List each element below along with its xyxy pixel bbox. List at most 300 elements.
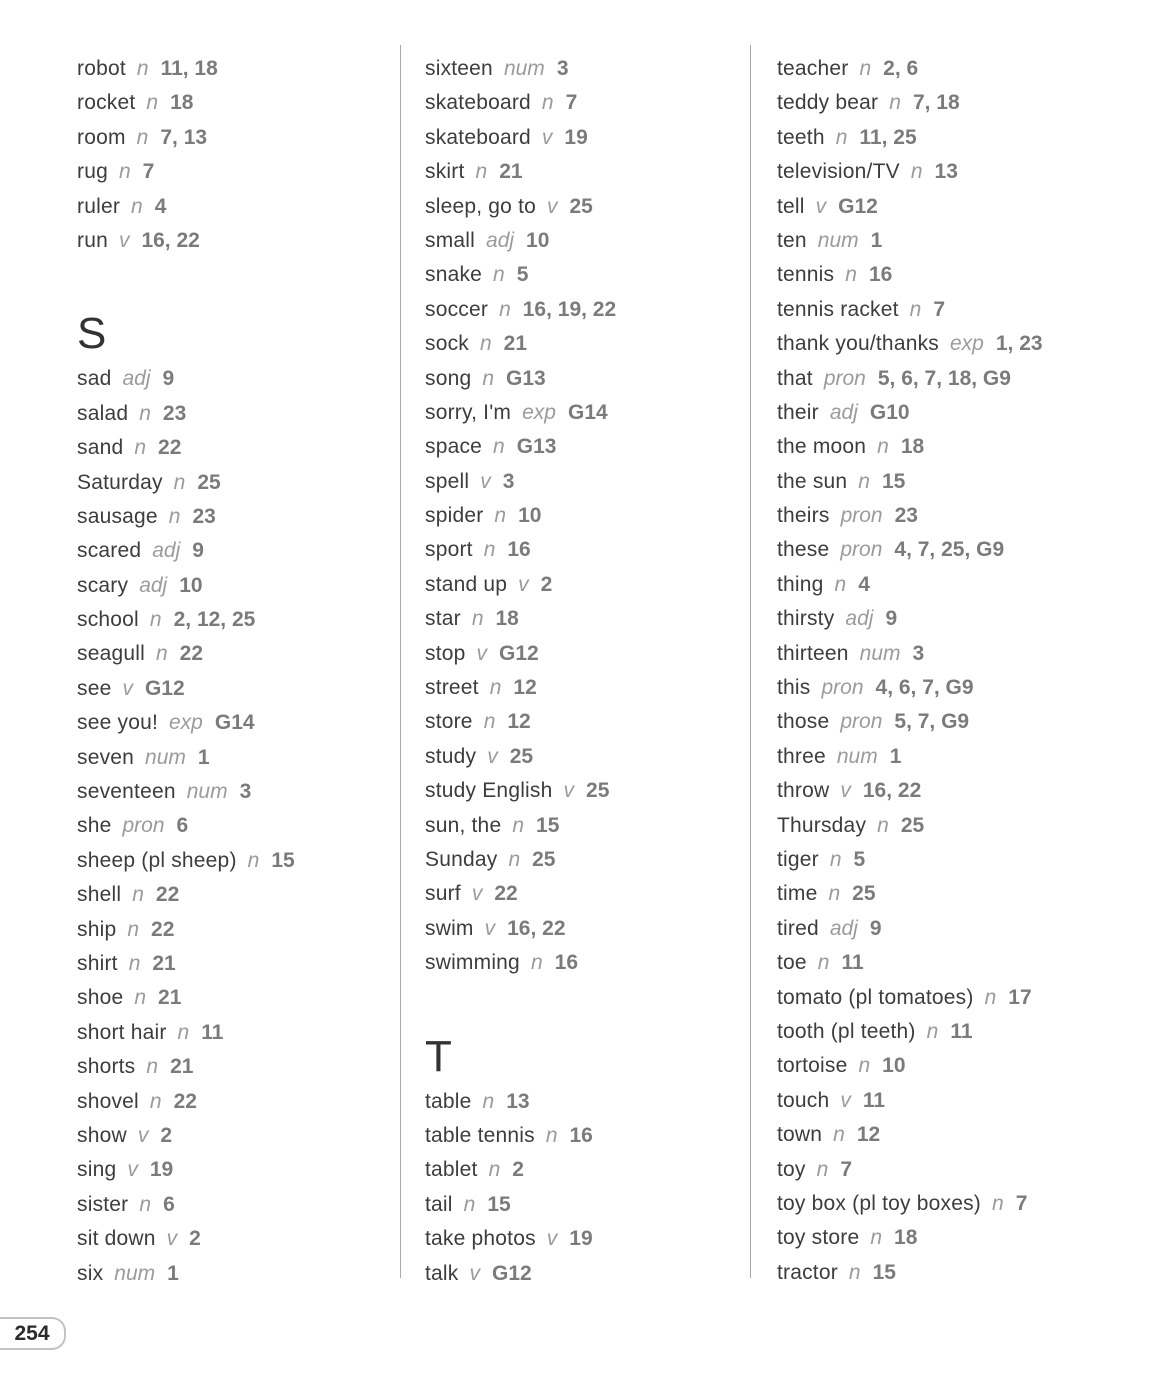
entry-word: Sunday bbox=[425, 847, 498, 871]
entry-pos: n bbox=[877, 813, 889, 837]
entry-pos: n bbox=[482, 1089, 495, 1113]
entry-pos: exp bbox=[169, 711, 203, 735]
entry-pos: n bbox=[149, 608, 162, 632]
index-entry bbox=[425, 1119, 740, 1153]
entry-pos: adj bbox=[139, 573, 168, 597]
index-entry bbox=[425, 362, 740, 396]
entry-pages: 4, 7, 25, G9 bbox=[894, 538, 1005, 562]
entry-word: tired bbox=[777, 916, 819, 940]
entry-pages: 4, 6, 7, G9 bbox=[875, 676, 974, 700]
entry-pages: 13 bbox=[934, 160, 958, 184]
index-entry bbox=[777, 1256, 1147, 1290]
entry-word: Thursday bbox=[777, 813, 867, 837]
entry-word: tennis bbox=[777, 263, 835, 287]
entry-pages: 4 bbox=[154, 194, 167, 218]
entry-pages: 5, 6, 7, 18, G9 bbox=[877, 366, 1011, 390]
entry-pos: n bbox=[910, 160, 923, 184]
entry-pages: 23 bbox=[894, 504, 918, 528]
entry-pages: 11 bbox=[950, 1019, 973, 1043]
entry-pages: 11 bbox=[841, 951, 864, 975]
entry-pos: n bbox=[177, 1020, 190, 1044]
entry-pages: 5 bbox=[516, 263, 529, 287]
index-entry bbox=[777, 155, 1147, 189]
entry-word: toy bbox=[777, 1157, 806, 1181]
entry-pages: 12 bbox=[507, 710, 531, 734]
index-entry bbox=[425, 190, 740, 224]
entry-word: sun, the bbox=[425, 813, 502, 837]
entry-pages: G12 bbox=[491, 1261, 532, 1285]
index-column bbox=[425, 52, 740, 1291]
entry-pages: G13 bbox=[506, 366, 546, 390]
index-entry bbox=[777, 190, 1147, 224]
entry-pos: n bbox=[493, 435, 505, 459]
entry-pages: 9 bbox=[192, 539, 204, 563]
index-entry bbox=[77, 569, 392, 603]
entry-word: sport bbox=[425, 538, 473, 562]
section-letter: S bbox=[77, 309, 107, 359]
entry-pos: n bbox=[494, 504, 507, 528]
entry-word: song bbox=[425, 366, 472, 390]
entry-word: sock bbox=[425, 332, 469, 356]
entry-pos: n bbox=[136, 57, 149, 80]
entry-pos: v bbox=[122, 676, 133, 700]
index-entry bbox=[777, 293, 1147, 327]
entry-pos: num bbox=[859, 641, 901, 665]
index-entry bbox=[425, 1085, 740, 1119]
index-entry bbox=[777, 568, 1147, 602]
index-entry bbox=[77, 224, 392, 258]
entry-word: touch bbox=[777, 1088, 830, 1112]
index-entry bbox=[777, 533, 1147, 567]
index-entry bbox=[777, 396, 1147, 430]
entry-pages: 7 bbox=[933, 297, 946, 321]
entry-word: thirsty bbox=[777, 607, 835, 631]
index-entry bbox=[77, 706, 392, 740]
entry-pages: 7 bbox=[142, 160, 155, 184]
entry-pages: 22 bbox=[494, 882, 518, 906]
entry-pos: n bbox=[247, 848, 260, 872]
index-entry bbox=[77, 1085, 392, 1119]
index-entry bbox=[77, 1050, 392, 1084]
entry-pages: 11 bbox=[201, 1020, 224, 1044]
entry-pages: 16, 22 bbox=[862, 779, 922, 803]
entry-pages: 15 bbox=[271, 848, 295, 872]
entry-pos: n bbox=[858, 1054, 871, 1078]
entry-word: shoe bbox=[77, 986, 124, 1010]
entry-pages: 25 bbox=[852, 882, 876, 906]
entry-word: tail bbox=[425, 1192, 453, 1216]
entry-pos: v bbox=[469, 1261, 480, 1285]
entry-pos: v bbox=[546, 1227, 558, 1251]
entry-pos: n bbox=[858, 469, 870, 493]
entry-pages: 16, 19, 22 bbox=[522, 297, 617, 321]
index-entry bbox=[777, 981, 1147, 1015]
entry-pos: num bbox=[836, 744, 878, 768]
entry-pos: v bbox=[487, 744, 498, 768]
entry-pos: n bbox=[132, 883, 144, 907]
index-entry bbox=[77, 809, 392, 843]
entry-word: sister bbox=[77, 1192, 129, 1216]
entry-pos: num bbox=[145, 745, 186, 769]
entry-word: thank you/thanks bbox=[777, 332, 939, 356]
entry-pos: v bbox=[166, 1227, 178, 1251]
index-entry bbox=[425, 293, 740, 327]
entry-pages: G12 bbox=[144, 676, 185, 700]
entry-pages: 10 bbox=[526, 228, 550, 252]
entry-pos: adj bbox=[845, 607, 874, 631]
entry-pages: 12 bbox=[856, 1123, 881, 1147]
index-entry bbox=[425, 637, 740, 671]
column-divider bbox=[400, 45, 401, 1278]
entry-word: those bbox=[777, 710, 830, 734]
entry-word: scary bbox=[77, 573, 129, 597]
entry-word: theirs bbox=[777, 504, 830, 528]
entry-pos: n bbox=[926, 1019, 939, 1043]
index-entry bbox=[777, 430, 1147, 464]
entry-word: seagull bbox=[77, 642, 145, 666]
entry-pos: n bbox=[483, 538, 496, 562]
entry-word: shell bbox=[77, 883, 122, 907]
entry-pos: n bbox=[835, 125, 848, 149]
entry-word: she bbox=[77, 814, 112, 838]
index-entry bbox=[425, 430, 740, 464]
index-entry bbox=[777, 912, 1147, 946]
entry-pages: 16 bbox=[569, 1123, 593, 1147]
entry-pos: n bbox=[493, 263, 505, 287]
entry-word: stand up bbox=[425, 572, 508, 596]
index-column bbox=[77, 52, 392, 1291]
entry-word: short hair bbox=[77, 1020, 167, 1044]
index-entry bbox=[425, 877, 740, 911]
entry-word: seventeen bbox=[77, 780, 176, 804]
entry-word: school bbox=[77, 608, 139, 632]
entry-word: skateboard bbox=[425, 91, 531, 115]
entry-word: tell bbox=[777, 194, 805, 218]
entry-pages: 1 bbox=[197, 745, 210, 769]
entry-pages: 19 bbox=[564, 125, 588, 149]
index-entry bbox=[777, 1015, 1147, 1049]
entry-pages: 21 bbox=[152, 951, 176, 975]
index-entry bbox=[425, 258, 740, 292]
index-entry bbox=[77, 397, 392, 431]
entry-pos: n bbox=[118, 160, 131, 184]
entry-word: ten bbox=[777, 228, 807, 252]
entry-word: sorry, I'm bbox=[425, 400, 512, 424]
entry-pages: 25 bbox=[569, 194, 593, 218]
entry-word: teddy bear bbox=[777, 91, 879, 115]
index-entry bbox=[777, 637, 1147, 671]
entry-word: ruler bbox=[77, 194, 121, 218]
entry-pages: 5, 7, G9 bbox=[894, 710, 970, 734]
index-entry bbox=[777, 946, 1147, 980]
entry-word: show bbox=[77, 1123, 127, 1147]
entry-pages: 11, 25 bbox=[859, 125, 917, 149]
index-entry bbox=[777, 671, 1147, 705]
entry-word: teeth bbox=[777, 125, 825, 149]
entry-pos: exp bbox=[949, 332, 984, 356]
index-entry bbox=[777, 327, 1147, 361]
index-entry bbox=[77, 672, 392, 706]
entry-pos: n bbox=[489, 676, 502, 700]
entry-pages: 6 bbox=[176, 814, 189, 838]
index-entry bbox=[77, 913, 392, 947]
entry-word: skateboard bbox=[425, 125, 531, 149]
entry-pages: 19 bbox=[569, 1227, 593, 1251]
entry-pages: 9 bbox=[869, 916, 882, 940]
entry-pages: 2 bbox=[160, 1123, 173, 1147]
index-entry bbox=[777, 877, 1147, 911]
entry-word: sand bbox=[77, 436, 124, 460]
entry-word: rug bbox=[77, 160, 108, 184]
entry-pages: G12 bbox=[838, 194, 878, 218]
entry-pos: n bbox=[155, 642, 168, 666]
entry-pages: 9 bbox=[162, 367, 175, 391]
entry-pos: n bbox=[545, 1123, 558, 1147]
entry-pages: 13 bbox=[506, 1089, 530, 1113]
entry-pages: 22 bbox=[151, 917, 175, 941]
entry-word: sausage bbox=[77, 504, 158, 528]
entry-pages: G13 bbox=[516, 435, 557, 459]
index-entry bbox=[425, 1257, 740, 1291]
index-entry bbox=[77, 947, 392, 981]
entry-pos: num bbox=[186, 780, 228, 804]
entry-pos: num bbox=[114, 1261, 156, 1285]
entry-pos: n bbox=[134, 436, 147, 460]
entry-word: swimming bbox=[425, 951, 520, 975]
entry-word: see bbox=[77, 676, 112, 700]
entry-pages: 1 bbox=[167, 1261, 179, 1285]
index-entry bbox=[425, 499, 740, 533]
entry-pos: n bbox=[475, 160, 488, 184]
entry-pos: n bbox=[992, 1191, 1004, 1215]
index-entry bbox=[425, 1188, 740, 1222]
index-entry bbox=[777, 1187, 1147, 1221]
index-entry bbox=[425, 740, 740, 774]
index-entry bbox=[77, 1257, 392, 1291]
entry-pos: adj bbox=[152, 539, 181, 563]
entry-pos: n bbox=[512, 813, 525, 837]
entry-pages: 9 bbox=[885, 607, 898, 631]
entry-word: soccer bbox=[425, 297, 489, 321]
entry-word: Saturday bbox=[77, 470, 163, 494]
entry-pos: pron bbox=[840, 504, 883, 528]
entry-pos: v bbox=[541, 125, 553, 149]
entry-pos: n bbox=[817, 951, 830, 975]
entry-pages: 22 bbox=[179, 642, 203, 666]
index-entry bbox=[425, 705, 740, 739]
entry-pages: 6 bbox=[163, 1192, 175, 1216]
entry-pos: n bbox=[463, 1192, 476, 1216]
entry-pages: 25 bbox=[586, 779, 610, 803]
entry-pos: n bbox=[136, 125, 149, 149]
entry-word: see you! bbox=[77, 711, 158, 735]
entry-word: skirt bbox=[425, 160, 465, 184]
entry-pages: 3 bbox=[912, 641, 925, 665]
index-entry bbox=[777, 1153, 1147, 1187]
index-entry bbox=[777, 1118, 1147, 1152]
entry-pos: n bbox=[833, 1123, 845, 1147]
entry-pages: G14 bbox=[567, 400, 608, 424]
entry-pages: 3 bbox=[556, 57, 569, 80]
entry-pages: 10 bbox=[518, 504, 542, 528]
entry-pos: n bbox=[530, 951, 543, 975]
entry-pages: 7 bbox=[565, 91, 578, 115]
entry-pages: 16 bbox=[868, 263, 893, 287]
index-entry bbox=[425, 396, 740, 430]
entry-pages: 3 bbox=[502, 469, 515, 493]
entry-pos: v bbox=[518, 572, 529, 596]
index-entry bbox=[425, 465, 740, 499]
entry-word: sit down bbox=[77, 1227, 156, 1251]
entry-pages: 22 bbox=[158, 436, 182, 460]
index-entry bbox=[425, 602, 740, 636]
entry-pages: 19 bbox=[149, 1158, 174, 1182]
entry-word: sleep, go to bbox=[425, 194, 536, 218]
column-divider bbox=[750, 45, 751, 1278]
index-entry bbox=[77, 190, 392, 224]
entry-pos: v bbox=[137, 1123, 149, 1147]
entry-pos: n bbox=[541, 91, 554, 115]
entry-word: take photos bbox=[425, 1227, 536, 1251]
index-entry bbox=[777, 705, 1147, 739]
entry-word: talk bbox=[425, 1261, 459, 1285]
index-entry bbox=[77, 431, 392, 465]
index-entry bbox=[425, 224, 740, 258]
index-entry bbox=[777, 121, 1147, 155]
entry-word: room bbox=[77, 125, 126, 149]
entry-word: space bbox=[425, 435, 483, 459]
entry-word: store bbox=[425, 710, 473, 734]
entry-pos: n bbox=[816, 1157, 829, 1181]
index-entry bbox=[77, 86, 392, 120]
entry-word: six bbox=[77, 1261, 104, 1285]
entry-pages: 11 bbox=[862, 1088, 886, 1112]
index-entry bbox=[777, 1084, 1147, 1118]
entry-pages: 15 bbox=[881, 469, 906, 493]
entry-pos: n bbox=[828, 882, 841, 906]
index-column bbox=[777, 52, 1147, 1290]
index-entry bbox=[77, 1188, 392, 1222]
entry-word: spell bbox=[425, 469, 470, 493]
index-entry bbox=[425, 533, 740, 567]
entry-pos: n bbox=[168, 504, 181, 528]
entry-pages: 10 bbox=[179, 573, 203, 597]
entry-pos: pron bbox=[821, 676, 864, 700]
index-entry bbox=[77, 1016, 392, 1050]
entry-pages: 21 bbox=[158, 986, 182, 1010]
entry-word: throw bbox=[777, 779, 830, 803]
entry-pos: n bbox=[146, 1055, 159, 1079]
entry-pages: 18 bbox=[495, 607, 519, 631]
entry-pos: n bbox=[127, 917, 140, 941]
entry-pages: 7 bbox=[1015, 1191, 1028, 1215]
entry-pos: pron bbox=[840, 538, 883, 562]
entry-pos: n bbox=[984, 985, 997, 1009]
entry-pos: n bbox=[173, 470, 186, 494]
index-entry bbox=[777, 224, 1147, 258]
index-entry bbox=[77, 534, 392, 568]
entry-word: these bbox=[777, 538, 830, 562]
entry-word: three bbox=[777, 744, 826, 768]
entry-word: thirteen bbox=[777, 641, 849, 665]
entry-pos: n bbox=[829, 847, 842, 871]
entry-pos: n bbox=[146, 91, 159, 115]
index-entry bbox=[425, 774, 740, 808]
index-entry bbox=[77, 155, 392, 189]
entry-pos: n bbox=[508, 847, 521, 871]
index-entry bbox=[777, 362, 1147, 396]
entry-pages: 16 bbox=[507, 538, 531, 562]
entry-pages: 2 bbox=[512, 1158, 524, 1182]
entry-pos: n bbox=[483, 710, 496, 734]
entry-pages: 23 bbox=[192, 504, 216, 528]
index-entry bbox=[777, 1221, 1147, 1255]
entry-pos: adj bbox=[122, 367, 151, 391]
entry-word: sheep (pl sheep) bbox=[77, 848, 237, 872]
entry-word: tractor bbox=[777, 1260, 838, 1284]
entry-pos: v bbox=[471, 882, 483, 906]
entry-word: this bbox=[777, 676, 811, 700]
entry-word: study bbox=[425, 744, 477, 768]
index-entry bbox=[77, 603, 392, 637]
entry-word: time bbox=[777, 882, 818, 906]
entry-word: robot bbox=[77, 57, 126, 80]
entry-word: street bbox=[425, 676, 479, 700]
index-entry bbox=[77, 878, 392, 912]
entry-pos: n bbox=[845, 263, 857, 287]
entry-word: star bbox=[425, 607, 461, 631]
entry-pos: adj bbox=[829, 400, 858, 424]
entry-pos: n bbox=[471, 607, 484, 631]
entry-word: tennis racket bbox=[777, 297, 899, 321]
index-entry bbox=[425, 671, 740, 705]
entry-pages: 1 bbox=[870, 228, 883, 252]
entry-word: tiger bbox=[777, 847, 819, 871]
index-entry bbox=[777, 52, 1147, 86]
entry-pages: 21 bbox=[503, 332, 528, 356]
entry-word: that bbox=[777, 366, 813, 390]
entry-pos: n bbox=[877, 435, 889, 459]
entry-pages: G14 bbox=[214, 711, 255, 735]
entry-word: thing bbox=[777, 572, 824, 596]
entry-word: tablet bbox=[425, 1158, 478, 1182]
index-entry bbox=[425, 1222, 740, 1256]
entry-pos: n bbox=[479, 332, 492, 356]
index-entry bbox=[77, 52, 392, 86]
entry-pos: n bbox=[499, 297, 511, 321]
entry-pages: G12 bbox=[499, 641, 539, 665]
index-entry bbox=[425, 946, 740, 980]
entry-pos: n bbox=[848, 1260, 861, 1284]
entry-pages: 2, 12, 25 bbox=[173, 608, 256, 632]
entry-pages: 7, 13 bbox=[160, 125, 208, 149]
entry-word: toe bbox=[777, 951, 807, 975]
entry-pos: v bbox=[476, 641, 487, 665]
entry-pos: num bbox=[817, 228, 859, 252]
index-entry bbox=[425, 121, 740, 155]
entry-word: ship bbox=[77, 917, 117, 941]
index-entry bbox=[77, 1119, 392, 1153]
index-entry bbox=[777, 258, 1147, 292]
index-entry bbox=[77, 741, 392, 775]
index-entry bbox=[777, 465, 1147, 499]
entry-pages: 10 bbox=[882, 1054, 906, 1078]
index-entry bbox=[425, 809, 740, 843]
entry-pos: n bbox=[488, 1158, 501, 1182]
entry-pages: 5 bbox=[853, 847, 866, 871]
entry-pos: exp bbox=[522, 400, 556, 424]
entry-pos: v bbox=[563, 779, 575, 803]
